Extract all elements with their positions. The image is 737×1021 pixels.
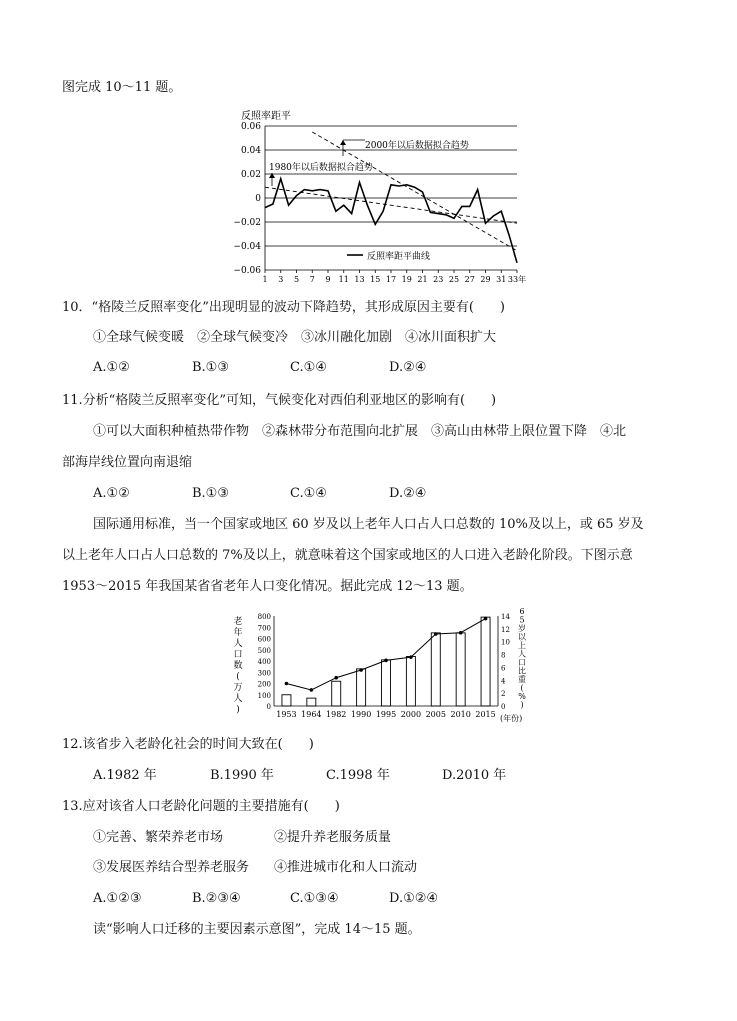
q13-stem: 13.应对该省人口老龄化问题的主要措施有( ) bbox=[62, 799, 340, 814]
chart2-left-label-char: 年 bbox=[233, 628, 243, 638]
chart2-right-label-char: 比 bbox=[518, 666, 526, 676]
q12-option-a: A.1982 年 bbox=[93, 768, 157, 783]
chart2-right-label-char: 以 bbox=[518, 632, 526, 642]
chart2-line-point bbox=[409, 655, 413, 659]
chart2-bar bbox=[357, 669, 366, 706]
chart2-line-point bbox=[359, 668, 363, 672]
chart2-line-point bbox=[459, 631, 463, 635]
chart1-xtick: 25 bbox=[448, 275, 460, 284]
chart2-xtick: 1964 bbox=[301, 710, 322, 719]
chart1-ylabel: 反照率距平 bbox=[241, 111, 291, 122]
passage-line1: 国际通用标准，当一个国家或地区 60 岁及以上老年人口占人口总数的 10%及以上，或 65 岁及 bbox=[93, 517, 644, 532]
chart2-bar bbox=[382, 660, 391, 706]
chart2-line-point bbox=[310, 688, 314, 692]
chart2-xtick: 2005 bbox=[425, 710, 446, 719]
chart1-xtick: 33年 bbox=[507, 275, 527, 284]
chart2-xtick: 2015 bbox=[475, 710, 496, 719]
q13-option-a: A.①②③ bbox=[93, 891, 142, 906]
q11-option-b: B.①③ bbox=[192, 486, 229, 501]
q13-opt3: ③发展医养结合型养老服务 bbox=[93, 860, 250, 875]
chart2-right-label-char: 口 bbox=[518, 658, 526, 667]
q11-option-a: A.①② bbox=[93, 486, 130, 501]
chart2-xtick: 1995 bbox=[375, 710, 397, 719]
chart1-xtick: 21 bbox=[417, 275, 428, 284]
intro-line: 图完成 10～11 题。 bbox=[62, 80, 182, 95]
chart2-right-tick: 0 bbox=[501, 703, 506, 711]
chart2-left-label-char: 老 bbox=[233, 617, 243, 627]
chart2-line-point bbox=[285, 682, 289, 686]
chart2-left-tick: 800 bbox=[257, 613, 271, 621]
chart2-left-label-char: 万 bbox=[233, 683, 243, 693]
chart1-xtick: 15 bbox=[370, 275, 381, 284]
q11-option-d: D.②④ bbox=[389, 486, 427, 501]
chart2-line-point bbox=[434, 632, 438, 636]
chart2-line-point bbox=[334, 676, 338, 680]
chart1-xtick: 23 bbox=[433, 275, 444, 284]
chart1-ytick: 0.04 bbox=[240, 146, 261, 156]
chart2-xunit: (年份) bbox=[500, 714, 523, 723]
chart2-right-label-char: 5 bbox=[519, 615, 525, 625]
chart1-legend: 反照率距平曲线 bbox=[367, 252, 431, 262]
chart2-right-label-char: % bbox=[518, 692, 526, 701]
passage-line3: 1953～2015 年我国某省省老年人口变化情况。据此完成 12～13 题。 bbox=[62, 579, 473, 594]
chart2-bar bbox=[481, 617, 490, 706]
chart2-right-label-char: 岁 bbox=[518, 624, 526, 633]
q10-stem: 10．“格陵兰反照率变化”出现明显的波动下降趋势，其形成原因主要有( ) bbox=[62, 300, 505, 315]
trend-2000-label: 2000年以后数据拟合趋势 bbox=[365, 141, 469, 151]
q10-option-d: D.②④ bbox=[389, 360, 427, 375]
chart2-xtick: 2000 bbox=[400, 710, 422, 719]
chart2-left-label-char: ) bbox=[236, 705, 240, 715]
chart2-right-tick: 6 bbox=[501, 664, 506, 673]
elderly-population-chart bbox=[232, 606, 532, 728]
chart1-xtick: 19 bbox=[401, 275, 412, 284]
q13-opt2: ②提升养老服务质量 bbox=[274, 830, 392, 845]
chart1-xtick: 27 bbox=[464, 275, 475, 284]
passage-line2: 以上老年人口占人口总数的 7%及以上，就意味着这个国家或地区的人口进入老龄化阶段。下图示意 bbox=[62, 548, 633, 563]
chart2-left-tick: 700 bbox=[257, 624, 271, 633]
chart2-bar bbox=[456, 633, 465, 706]
q13-option-d: D.①②④ bbox=[389, 891, 439, 906]
chart2-right-label-char: ( bbox=[520, 683, 524, 693]
albedo-anomaly-chart bbox=[225, 104, 555, 288]
chart2-right-tick: 14 bbox=[501, 613, 510, 621]
chart1-xtick: 9 bbox=[325, 275, 331, 284]
chart2-right-tick: 2 bbox=[501, 690, 506, 699]
q12-option-d: D.2010 年 bbox=[442, 768, 507, 783]
q11-option-c: C.①④ bbox=[290, 486, 327, 501]
chart2-left-label-char: 数 bbox=[233, 661, 243, 671]
chart1-xtick: 3 bbox=[278, 275, 284, 284]
q10-option-b: B.①③ bbox=[192, 360, 229, 375]
q11-stem: 11.分析“格陵兰反照率变化”可知，气候变化对西伯利亚地区的影响有( ) bbox=[62, 393, 497, 408]
chart2-left-tick: 200 bbox=[257, 680, 271, 689]
chart2-bar bbox=[406, 657, 415, 707]
chart2-left-tick: 600 bbox=[257, 635, 271, 644]
q11-options-line2: 部海岸线位置向南退缩 bbox=[62, 455, 193, 470]
chart2-bar bbox=[431, 633, 440, 706]
chart1-ytick: −0.04 bbox=[233, 242, 261, 252]
chart2-left-label-char: ( bbox=[236, 672, 240, 682]
chart2-right-label-char: 上 bbox=[518, 641, 526, 650]
q10-options: ①全球气候变暖 ②全球气候变冷 ③冰川融化加剧 ④冰川面积扩大 bbox=[93, 330, 497, 345]
q12-option-b: B.1990 年 bbox=[210, 768, 274, 783]
q13-option-b: B.②③④ bbox=[192, 891, 241, 906]
chart1-ytick: −0.02 bbox=[233, 218, 261, 228]
q11-options-line1: ①可以大面积种植热带作物 ②森林带分布范围向北扩展 ③高山由林带上限位置下降 ④北 bbox=[93, 424, 627, 439]
chart1-xtick: 11 bbox=[338, 275, 349, 284]
chart1-xtick: 5 bbox=[293, 275, 300, 284]
chart2-bar bbox=[282, 695, 291, 706]
q10-option-a: A.①② bbox=[93, 360, 130, 375]
chart2-left-tick: 0 bbox=[266, 703, 271, 711]
tail-instruction: 读“影响人口迁移的主要因素示意图”，完成 14～15 题。 bbox=[93, 922, 421, 937]
chart2-right-label-char: 6 bbox=[519, 607, 525, 616]
chart1-ytick: −0.06 bbox=[233, 266, 261, 276]
chart2-right-tick: 8 bbox=[501, 651, 506, 660]
chart1-ytick: 0 bbox=[255, 194, 261, 204]
chart1-xtick: 13 bbox=[354, 275, 365, 284]
chart1-xtick: 29 bbox=[480, 275, 491, 284]
chart2-left-tick: 100 bbox=[257, 691, 271, 700]
trend-line bbox=[265, 187, 517, 223]
chart2-left-tick: 400 bbox=[257, 658, 271, 666]
chart2-left-tick: 500 bbox=[257, 646, 271, 655]
chart1-ytick: 0.02 bbox=[240, 170, 261, 180]
chart2-xtick: 2010 bbox=[450, 710, 471, 719]
chart2-xtick: 1953 bbox=[276, 710, 297, 719]
q13-option-c: C.①③④ bbox=[290, 891, 339, 906]
chart1-xtick: 17 bbox=[385, 275, 397, 284]
q10-option-c: C.①④ bbox=[290, 360, 327, 375]
chart2-right-tick: 10 bbox=[501, 638, 510, 647]
chart1-ytick: 0.06 bbox=[240, 122, 261, 132]
chart2-line-point bbox=[484, 617, 488, 621]
chart2-bar bbox=[307, 698, 316, 706]
chart1-xtick: 7 bbox=[309, 275, 315, 284]
q12-option-c: C.1998 年 bbox=[326, 768, 390, 783]
chart2-left-tick: 300 bbox=[257, 669, 271, 678]
chart2-left-label-char: 人 bbox=[233, 639, 243, 649]
q13-opt4: ④推进城市化和人口流动 bbox=[274, 860, 418, 875]
chart2-xtick: 1990 bbox=[350, 710, 372, 719]
chart1-xtick: 31 bbox=[496, 275, 507, 284]
chart2-xtick: 1982 bbox=[326, 710, 347, 719]
q13-opt1: ①完善、繁荣养老市场 bbox=[93, 830, 224, 845]
chart2-left-label-char: 口 bbox=[233, 650, 243, 660]
q12-stem: 12.该省步入老龄化社会的时间大致在( ) bbox=[62, 737, 314, 752]
chart1-xtick: 1 bbox=[262, 275, 268, 284]
chart2-right-tick: 12 bbox=[501, 625, 510, 634]
chart2-right-label-char: 重 bbox=[518, 675, 526, 684]
chart2-right-label-char: ) bbox=[520, 700, 524, 710]
chart2-right-tick: 4 bbox=[501, 677, 506, 686]
trend-1980-label: 1980年以后数据拟合趋势 bbox=[269, 163, 373, 173]
chart2-right-label-char: 人 bbox=[518, 649, 526, 659]
chart2-left-label-char: 人 bbox=[233, 694, 243, 704]
chart2-line-point bbox=[384, 659, 388, 663]
chart2-bar bbox=[332, 681, 341, 706]
